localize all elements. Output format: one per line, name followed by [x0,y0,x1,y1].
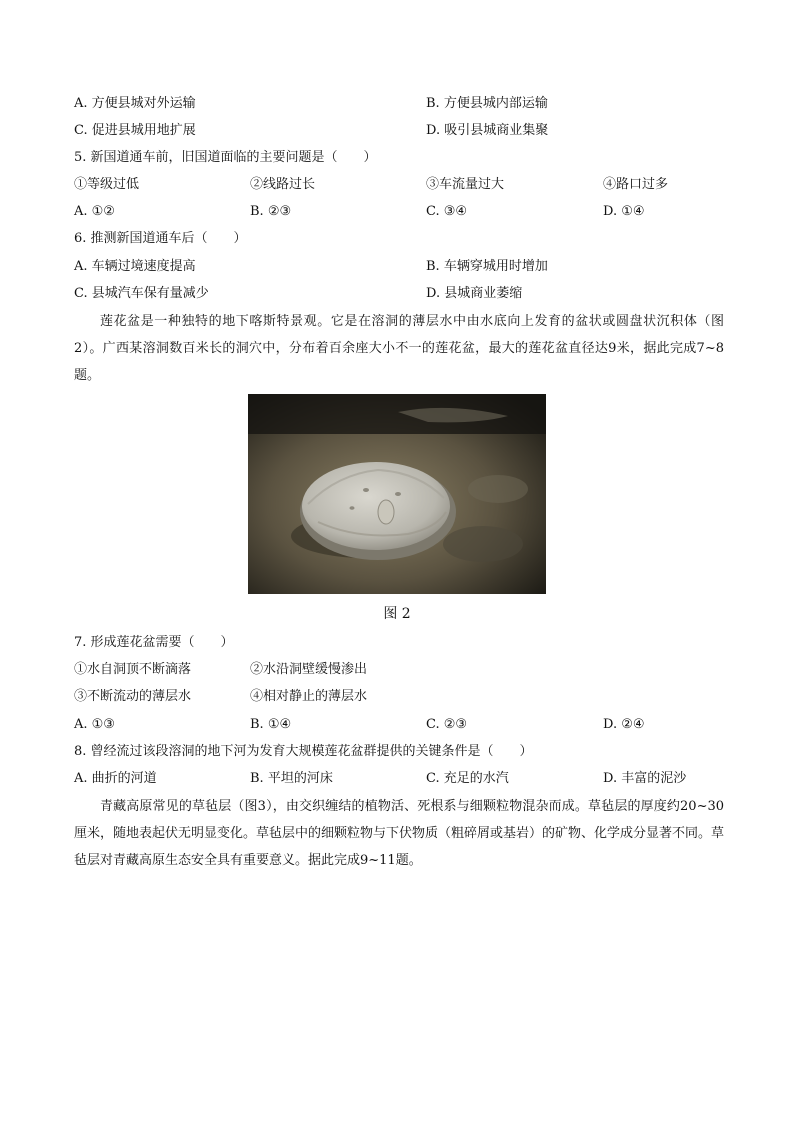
q5-item-1: ①等级过低 [74,177,140,192]
lotus-basin-photo [248,394,546,594]
q8-option-a: A. 曲折的河道 [74,771,157,786]
q6-stem: 6. 推测新国道通车后（ ） [74,231,247,246]
q6-option-d: D. 县城商业萎缩 [426,286,523,301]
q5-stem: 5. 新国道通车前，旧国道面临的主要问题是（ ） [74,150,377,165]
q5-item-3: ③车流量过大 [426,177,505,192]
q7-item-2: ②水沿洞壁缓慢渗出 [250,662,368,677]
q5-option-a: A. ①② [74,204,115,219]
q8-stem: 8. 曾经流过该段溶洞的地下河为发育大规模莲花盆群提供的关键条件是（ ） [74,744,533,759]
q8-option-b: B. 平坦的河床 [250,771,333,786]
q5-option-c: C. ③④ [426,204,468,219]
q8-option-d: D. 丰富的泥沙 [603,771,687,786]
q7-item-3: ③不断流动的薄层水 [74,689,192,704]
q8-option-c: C. 充足的水汽 [426,771,509,786]
q4-option-b: B. 方便县城内部运输 [426,96,548,111]
q5-option-b: B. ②③ [250,204,292,219]
q5-item-2: ②线路过长 [250,177,316,192]
q4-option-a: A. 方便县城对外运输 [74,96,196,111]
q7-option-b: B. ①④ [250,717,292,732]
q7-option-a: A. ①③ [74,717,115,732]
q7-item-1: ①水自洞顶不断滴落 [74,662,192,677]
q6-option-a: A. 车辆过境速度提高 [74,259,196,274]
q5-item-4: ④路口过多 [603,177,669,192]
q7-item-4: ④相对静止的薄层水 [250,689,368,704]
figure-caption: 图 2 [383,606,411,622]
q5-option-d: D. ①④ [603,204,645,219]
passage-9-11: 青藏高原常见的草毡层（图3），由交织缠结的植物活、死根系与细颗粒物混杂而成。草毡层的厚度约20~30厘米，随地表起伏无明显变化。草毡层中的细颗粒物与下伏物质（粗碎屑或基岩）的矿物、化学成分显著不同。草毡层对青藏高原生态安全具有重要意义。据此完成9~11题。 [74,799,725,868]
q6-option-b: B. 车辆穿城用时增加 [426,259,548,274]
q7-option-d: D. ②④ [603,717,645,732]
passage-7-8: 莲花盆是一种独特的地下喀斯特景观。它是在溶洞的薄层水中由水底向上发育的盆状或圆盘状沉积体（图2）。广西某溶洞数百米长的洞穴中，分布着百余座大小不一的莲花盆，最大的莲花盆直径达9米，据此完成7~8题。 [74,314,724,383]
q7-option-c: C. ②③ [426,717,468,732]
q6-option-c: C. 县城汽车保有量减少 [74,286,209,301]
q4-option-d: D. 吸引县城商业集聚 [426,123,549,138]
q4-option-c: C. 促进县城用地扩展 [74,123,196,138]
q7-stem: 7. 形成莲花盆需要（ ） [74,635,234,650]
